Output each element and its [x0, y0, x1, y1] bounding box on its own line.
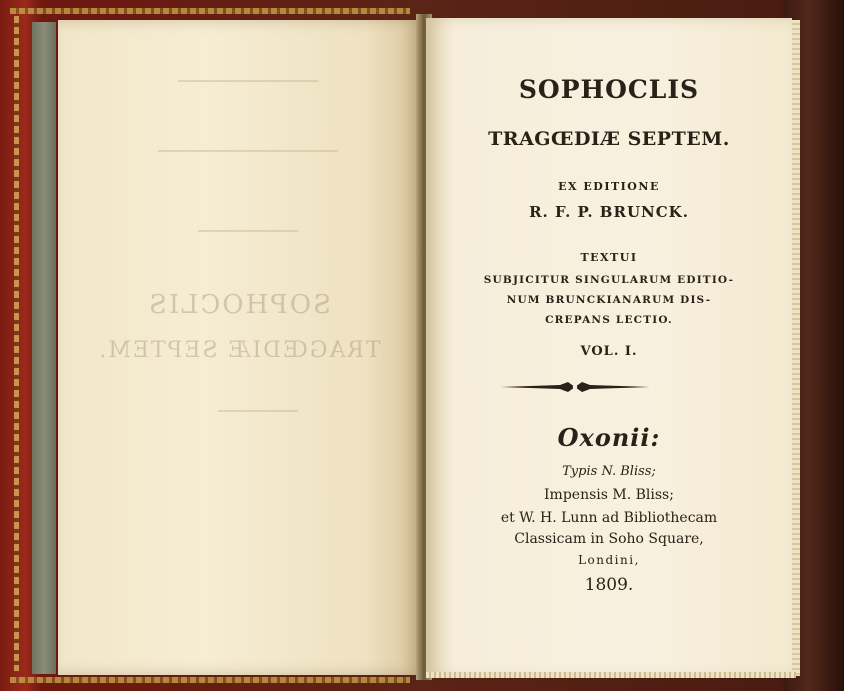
textui-label: TEXTUI	[580, 251, 638, 264]
variant-readings-line-1: SUBJICITUR SINGULARUM EDITIO-	[483, 274, 735, 286]
book-subtitle: TRAGŒDIÆ SEPTEM.	[488, 128, 730, 150]
gilt-border-bottom	[10, 677, 410, 683]
show-through-line	[158, 150, 338, 152]
ornament-rule-icon	[500, 380, 650, 394]
page-edges-side	[792, 20, 800, 676]
printer-line: Typis N. Bliss;	[562, 464, 656, 479]
marbled-endpaper	[32, 22, 56, 674]
gilt-border-top	[10, 8, 410, 14]
gilt-border-side	[14, 16, 19, 671]
city-line: Londini,	[578, 553, 640, 567]
show-through-line	[218, 410, 298, 412]
show-through-line	[198, 230, 298, 232]
show-through-line	[178, 80, 318, 82]
publication-year: 1809.	[584, 575, 634, 595]
publisher-line: Impensis M. Bliss;	[544, 487, 674, 503]
page-edges-bottom	[426, 672, 796, 678]
edition-label: EX EDITIONE	[558, 180, 660, 193]
book-title: SOPHOCLIS	[518, 75, 700, 104]
left-page	[58, 20, 420, 675]
variant-readings-line-2: NUM BRUNCKIANARUM DIS-	[506, 294, 712, 306]
show-through-subtitle: TRAGŒDIÆ SEPTEM.	[97, 338, 381, 363]
copublisher-line-2: Classicam in Soho Square,	[514, 531, 704, 547]
volume-label: VOL. I.	[580, 344, 638, 359]
copublisher-line-1: et W. H. Lunn ad Bibliothecam	[500, 510, 718, 526]
show-through-title: SOPHOCLIS	[147, 290, 331, 320]
variant-readings-line-3: CREPANS LECTIO.	[545, 314, 673, 326]
place-of-publication: Oxonii:	[557, 423, 661, 452]
title-page	[426, 18, 792, 678]
editor-name: R. F. P. BRUNCK.	[529, 203, 689, 221]
